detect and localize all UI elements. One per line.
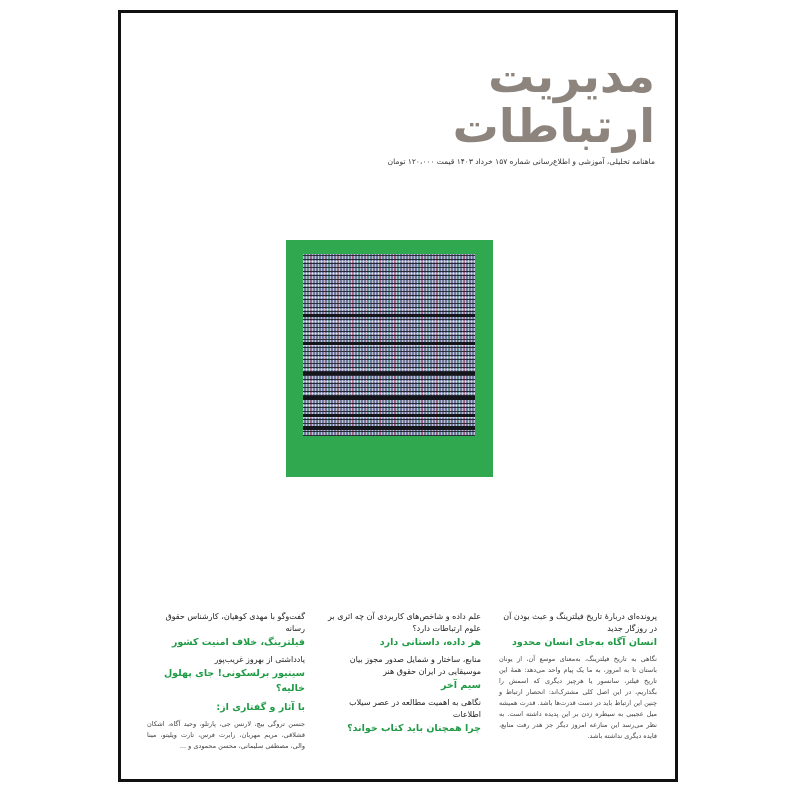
- article-column-middle: [323, 611, 481, 740]
- article-headline: سینیور برلسکونی! جای پهلول خالیه؟: [163, 668, 305, 694]
- masthead-title-line2: ارتباطات: [452, 99, 655, 153]
- article-column-left: [147, 611, 305, 752]
- contributors-list: جنسن تروگی بیچ، لارنس جی، پارتلو، وحید آگاه، اشکان قشلاقی، مریم مهربان، رابرت فرس، تارت ویلیتو، مینا والی، مصطفی سلیمانی، محسن محمودی و ...: [147, 720, 305, 750]
- cover-artwork: [286, 240, 493, 477]
- static-noise-image: [303, 254, 475, 436]
- article-headline: انسان آگاه به‌جای انسان محدود: [512, 637, 657, 648]
- masthead-title-line1: مدیریت: [488, 49, 655, 103]
- article-headline: هر داده، داستانی دارد: [379, 637, 481, 648]
- article-headline: سیم آخر: [441, 680, 481, 691]
- article-kicker: علم داده و شاخص‌های کاربردی آن چه اثری بر علوم ارتباطات دارد؟: [328, 612, 481, 633]
- article-column-right: [499, 611, 657, 742]
- article-body: نگاهی به تاریخ فیلترینگ، به‌معنای موسع آن، از یونان باستان تا به امروز، به ما یک پیام واحد می‌دهد: همهٔ این تاریخ فیلتر، سانسور یا هرچیز دیگری که اسمش را بگذاریم، در این اصل کلی مشترک‌اند: انحصار ارتباط و چنین این ارتباط باید در دست قدرت‌ها باشد. قدرت همیشه میل عجیبی به سیطره زدن بر این پدیده داشته است. به نظر می‌رسد این منازعه امروز دیگر جز هدر رفت منابع، فایده دیگری نداشته باشد.: [499, 655, 657, 740]
- article-kicker: پرونده‌ای دربارهٔ تاریخ فیلترینگ و عبث بودن آن در روزگار جدید: [503, 612, 657, 633]
- article-headline: فیلترینگ، خلاف امنیت کشور: [171, 637, 305, 648]
- masthead: [255, 51, 655, 166]
- article-kicker: منابع، ساختار و شمایل صدور مجوز بیان موسیقایی در ایران حقوق هنر: [349, 655, 481, 676]
- article-headline: چرا همچنان باید کتاب خواند؟: [347, 723, 481, 734]
- article-kicker: گفت‌وگو با مهدی کوهیان، کارشناس حقوق رسانه: [165, 612, 305, 633]
- cover-articles: [147, 611, 657, 761]
- article-headline: با آثار و گفتاری از:: [216, 702, 305, 713]
- issue-info: ماهنامه تحلیلی، آموزشی و اطلاع‌رسانی شماره ۱۵۷ خرداد ۱۴۰۳ قیمت ۱۲۰،۰۰۰ تومان: [387, 157, 655, 166]
- article-kicker: یادداشتی از بهروز غریب‌پور: [214, 655, 305, 664]
- article-kicker: نگاهی به اهمیت مطالعه در عصر سیلاب اطلاعات: [349, 698, 481, 719]
- magazine-cover: [118, 10, 678, 782]
